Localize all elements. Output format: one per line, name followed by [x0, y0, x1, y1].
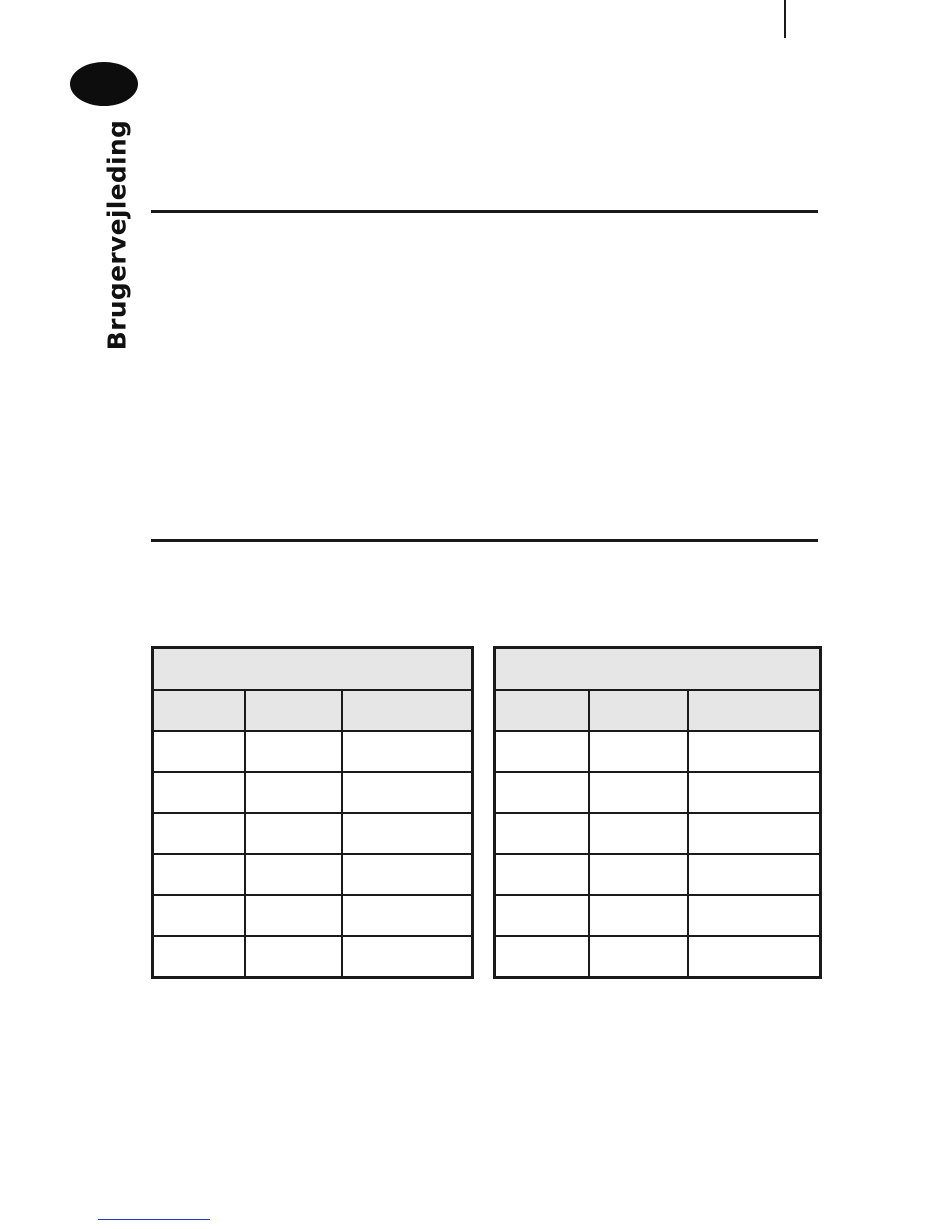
- table-header-row: [153, 690, 473, 731]
- table-row: [153, 731, 473, 772]
- section-tab-marker: [70, 62, 138, 106]
- table-cell: [495, 936, 589, 978]
- table-cell: [342, 813, 473, 854]
- table-cell: [688, 854, 821, 895]
- table-row: [495, 854, 821, 895]
- table-cell: [589, 731, 688, 772]
- column-header: [342, 690, 473, 731]
- table-row: [153, 854, 473, 895]
- table-cell: [688, 813, 821, 854]
- column-header: [153, 690, 245, 731]
- section-divider-bottom: [151, 539, 818, 542]
- table-cell: [589, 772, 688, 813]
- table-row: [153, 936, 473, 978]
- table-title-row: [495, 648, 821, 691]
- table-title: [495, 648, 821, 691]
- footer-link-rule: [98, 1219, 210, 1220]
- table-cell: [245, 854, 342, 895]
- corner-crop-line: [784, 0, 786, 38]
- table-cell: [589, 854, 688, 895]
- table-cell: [589, 936, 688, 978]
- table-row: [153, 772, 473, 813]
- spec-table-right: [493, 646, 822, 979]
- sidebar-label: Brugervejleding: [102, 119, 132, 351]
- column-header: [245, 690, 342, 731]
- column-header: [495, 690, 589, 731]
- table-cell: [245, 772, 342, 813]
- column-header: [589, 690, 688, 731]
- spec-table-left: [151, 646, 474, 979]
- table-cell: [245, 731, 342, 772]
- section-divider-top: [151, 210, 818, 213]
- table-cell: [342, 731, 473, 772]
- table-cell: [688, 895, 821, 936]
- table-cell: [153, 936, 245, 978]
- table-cell: [495, 731, 589, 772]
- table-cell: [153, 772, 245, 813]
- table-cell: [495, 772, 589, 813]
- table-cell: [245, 813, 342, 854]
- table-row: [153, 895, 473, 936]
- table-cell: [688, 936, 821, 978]
- table-cell: [342, 772, 473, 813]
- table-cell: [688, 772, 821, 813]
- table-cell: [153, 854, 245, 895]
- table-cell: [495, 895, 589, 936]
- column-header: [688, 690, 821, 731]
- table-row: [153, 813, 473, 854]
- table-cell: [245, 936, 342, 978]
- table-cell: [153, 813, 245, 854]
- table-cell: [342, 936, 473, 978]
- table-row: [495, 813, 821, 854]
- table-header-row: [495, 690, 821, 731]
- table-row: [495, 936, 821, 978]
- table-row: [495, 895, 821, 936]
- table-cell: [495, 854, 589, 895]
- table-cell: [245, 895, 342, 936]
- table-title-row: [153, 648, 473, 691]
- table-cell: [688, 731, 821, 772]
- table-cell: [589, 895, 688, 936]
- table-cell: [342, 895, 473, 936]
- table-cell: [589, 813, 688, 854]
- table-cell: [153, 731, 245, 772]
- table-row: [495, 772, 821, 813]
- table-title: [153, 648, 473, 691]
- table-cell: [342, 854, 473, 895]
- table-cell: [153, 895, 245, 936]
- table-cell: [495, 813, 589, 854]
- table-row: [495, 731, 821, 772]
